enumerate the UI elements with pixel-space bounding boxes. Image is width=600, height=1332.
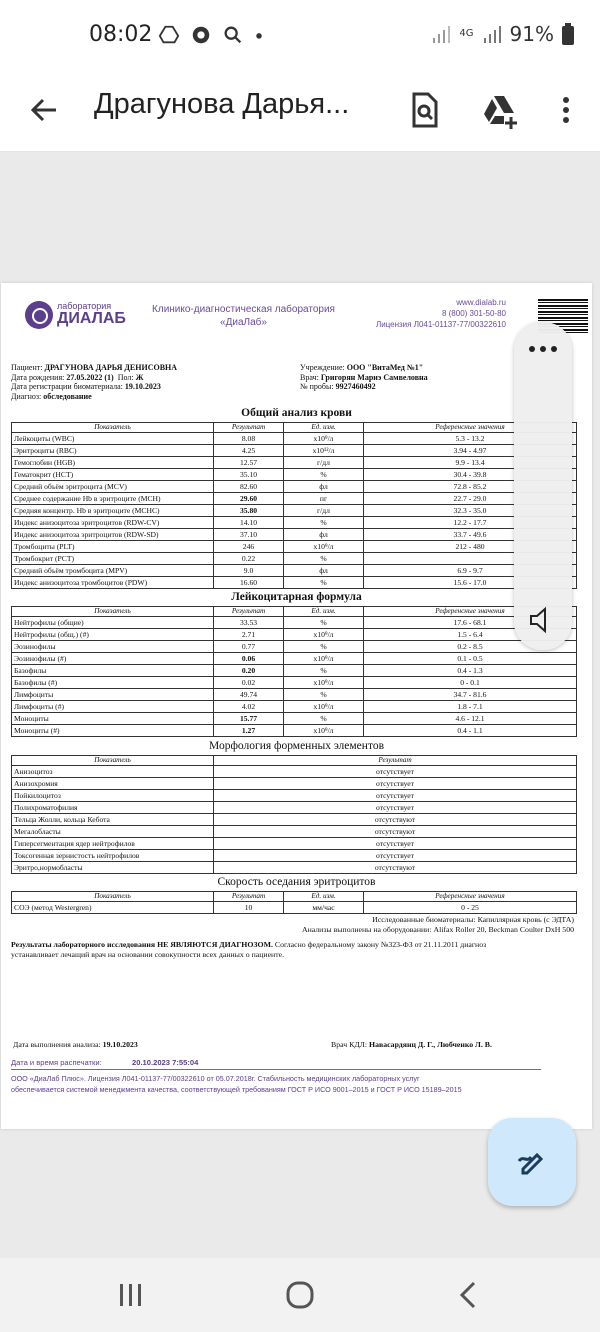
param-cell: Анизоцитоз	[12, 766, 214, 778]
result-cell: отсутствуют	[214, 862, 577, 874]
lab-name-line1: Клинико-диагностическая лаборатория	[152, 304, 335, 315]
esr-table	[11, 891, 577, 914]
param-cell: Средний объём тромбоцита (MPV)	[12, 565, 214, 577]
cbc-rows	[12, 433, 577, 589]
patient-info-left	[11, 363, 177, 401]
result-cell: 16.60	[214, 577, 284, 589]
unit-cell: x10⁹/л	[284, 701, 364, 713]
result-cell: 0.02	[214, 677, 284, 689]
table-row	[12, 850, 577, 862]
morph-rows	[12, 766, 577, 874]
param-cell: Эозинофилы	[12, 641, 214, 653]
table-row	[12, 766, 577, 778]
ref-cell: 1.5 - 6.4	[364, 629, 577, 641]
done-date	[13, 1040, 138, 1050]
unit-cell: %	[284, 517, 364, 529]
table-row	[12, 517, 577, 529]
table-row	[12, 541, 577, 553]
table-row	[12, 617, 577, 629]
table-row	[12, 826, 577, 838]
result-cell: отсутствуют	[214, 814, 577, 826]
ref-cell: 17.6 - 68.1	[364, 617, 577, 629]
table-header	[12, 756, 577, 766]
signal-icon	[431, 24, 451, 44]
result-cell: 49.74	[214, 689, 284, 701]
result-cell: 0.22	[214, 553, 284, 565]
unit-cell: пг	[284, 493, 364, 505]
param-cell: Эритроциты (RBC)	[12, 445, 214, 457]
dob-label: Дата рождения:	[11, 372, 65, 382]
param-cell: Среднее содержание Hb в эритроците (MCH)	[12, 493, 214, 505]
table-row	[12, 653, 577, 665]
table-row	[12, 790, 577, 802]
status-bar	[0, 0, 600, 72]
param-cell: Токсогенная зернистость нейтрофилов	[12, 850, 214, 862]
signal-icon-2	[482, 24, 502, 44]
param-cell: Лимфоциты (#)	[12, 701, 214, 713]
clock: 08:02	[89, 22, 153, 47]
param-cell: Базофилы	[12, 665, 214, 677]
done-label: Дата выполнения анализа:	[13, 1040, 101, 1049]
ref-cell: 32.3 - 35.0	[364, 505, 577, 517]
unit-cell: x10⁹/л	[284, 725, 364, 737]
network-type: 4G	[459, 28, 474, 39]
table-row	[12, 665, 577, 677]
result-cell: отсутствует	[214, 802, 577, 814]
ref-cell: 4.6 - 12.1	[364, 713, 577, 725]
equipment-text: Анализы выполнены на оборудовании: Alifax Roller 20, Beckman Coulter DxH 500	[301, 925, 574, 934]
param-cell: СОЭ (метод Westergren)	[12, 902, 214, 914]
col-ref: Референсные значения	[364, 607, 577, 617]
col-result: Результат	[214, 607, 284, 617]
leuko-rows	[12, 617, 577, 737]
table-row	[12, 565, 577, 577]
ref-cell: 72.8 - 85.2	[364, 481, 577, 493]
param-cell: Эритро,нормобласты	[12, 862, 214, 874]
result-cell: 0.77	[214, 641, 284, 653]
result-cell: 14.10	[214, 517, 284, 529]
ref-cell: 212 - 480	[364, 541, 577, 553]
footer-line2: обеспечивается системой менеджмента качества, соответствующей требованиям ГОСТ Р ИСО 9001–2015 и ГОСТ Р ИСО 15189–2015	[11, 1085, 462, 1094]
result-cell: 4.02	[214, 701, 284, 713]
logo-text: ДИАЛАБ	[57, 310, 126, 327]
esr-rows	[12, 902, 577, 914]
result-cell: 2.71	[214, 629, 284, 641]
param-cell: Базофилы (#)	[12, 677, 214, 689]
edit-fab[interactable]	[488, 1118, 576, 1206]
sex-value: Ж	[135, 372, 144, 382]
kdl-doctor	[331, 1040, 492, 1050]
disclaimer-line2: устанавливает лечащий врач на основании совокупности всех данных о пациенте.	[11, 950, 285, 959]
unit-cell: %	[284, 617, 364, 629]
ref-cell: 9.9 - 13.4	[364, 457, 577, 469]
table-row	[12, 493, 577, 505]
col-param: Показатель	[12, 892, 214, 902]
esr-title: Скорость оседания эритроцитов	[217, 876, 376, 888]
chrome-icon	[190, 24, 212, 46]
table-row	[12, 725, 577, 737]
col-param: Показатель	[12, 756, 214, 766]
app-bar	[0, 72, 600, 152]
unit-cell: фл	[284, 529, 364, 541]
unit-cell: %	[284, 469, 364, 481]
table-row	[12, 814, 577, 826]
table-row	[12, 838, 577, 850]
unit-cell: фл	[284, 565, 364, 577]
lab-name-line2: «ДиаЛаб»	[220, 317, 267, 328]
patient-name: ДРАГУНОВА ДАРЬЯ ДЕНИСОВНА	[44, 363, 178, 372]
param-cell: Нейтрофилы (общие)	[12, 617, 214, 629]
param-cell: Анизохромия	[12, 778, 214, 790]
col-result: Результат	[214, 756, 577, 766]
ref-cell: 12.2 - 17.7	[364, 517, 577, 529]
param-cell: Гематокрит (HCT)	[12, 469, 214, 481]
more-vert-icon[interactable]	[546, 90, 586, 130]
lab-name	[151, 303, 336, 329]
result-cell: 0.20	[214, 665, 284, 677]
leuko-title: Лейкоцитарная формула	[231, 591, 362, 603]
table-header	[12, 423, 577, 433]
ref-cell: 3.94 - 4.97	[364, 445, 577, 457]
battery-percent: 91%	[509, 22, 554, 46]
unit-cell: %	[284, 713, 364, 725]
unit-cell: г/дл	[284, 457, 364, 469]
param-cell: Гемоглобин (HGB)	[12, 457, 214, 469]
col-result: Результат	[214, 423, 284, 433]
drive-icon	[158, 24, 180, 46]
doctor-label: Врач:	[300, 372, 319, 382]
lab-phone: 8 (800) 301-50-80	[441, 309, 506, 318]
result-cell: 15.77	[214, 713, 284, 725]
doctor-value: Григорян Мариэ Самвеловна	[320, 372, 428, 382]
table-row	[12, 862, 577, 874]
table-header	[12, 607, 577, 617]
param-cell: Нейтрофилы (общ.) (#)	[12, 629, 214, 641]
biomaterial-note	[302, 915, 574, 935]
table-row	[12, 778, 577, 790]
col-unit: Ед. изм.	[284, 892, 364, 902]
result-cell: 35.10	[214, 469, 284, 481]
result-cell: отсутствует	[214, 838, 577, 850]
document-page[interactable]	[1, 283, 592, 1129]
morph-table	[11, 755, 577, 874]
table-row	[12, 902, 577, 914]
result-cell: отсутствует	[214, 790, 577, 802]
table-header	[12, 892, 577, 902]
unit-cell: x10⁹/л	[284, 433, 364, 445]
ref-cell: 33.7 - 49.6	[364, 529, 577, 541]
dob-value: 27.05.2022 (1)	[66, 372, 114, 382]
table-row	[12, 701, 577, 713]
unit-cell: x10¹²/л	[284, 445, 364, 457]
disclaimer-bold: Результаты лабораторного исследования НЕ ЯВЛЯЮТСЯ ДИАГНОЗОМ.	[11, 940, 273, 949]
param-cell: Моноциты	[12, 713, 214, 725]
unit-cell: %	[284, 641, 364, 653]
table-row	[12, 469, 577, 481]
lab-contacts	[376, 297, 506, 330]
home-icon[interactable]	[282, 1280, 318, 1310]
diag-label: Диагноз:	[11, 391, 42, 401]
ref-cell: 6.9 - 9.7	[364, 565, 577, 577]
ref-cell: 5.3 - 13.2	[364, 433, 577, 445]
unit-cell: x10⁹/л	[284, 677, 364, 689]
param-cell: Индекс анизоцитоза эритроцитов (RDW-CV)	[12, 517, 214, 529]
ref-cell: 34.7 - 81.6	[364, 689, 577, 701]
param-cell: Моноциты (#)	[12, 725, 214, 737]
unit-cell: %	[284, 577, 364, 589]
edit-pen-icon	[513, 1143, 551, 1181]
unit-cell: %	[284, 665, 364, 677]
footer-line1: ООО «ДиаЛаб Плюс». Лицензия Л041-01137-77/00322610 от 05.07.2018г. Стабильность медицинских лабораторных услуг	[11, 1074, 420, 1083]
unit-cell: x10⁹/л	[284, 629, 364, 641]
logo-mark-icon	[25, 301, 53, 329]
ref-cell: 0.4 - 1.3	[364, 665, 577, 677]
col-param: Показатель	[12, 423, 214, 433]
result-cell: 4.25	[214, 445, 284, 457]
col-result: Результат	[214, 892, 284, 902]
notification-icons	[158, 24, 264, 46]
table-row	[12, 445, 577, 457]
table-row	[12, 529, 577, 541]
biomaterial-text: Исследованные биоматериалы: Капиллярная кровь (с ЭДТА)	[372, 915, 574, 924]
table-row	[12, 457, 577, 469]
param-cell: Лимфоциты	[12, 689, 214, 701]
diag-value: обследование	[43, 391, 92, 401]
result-cell: отсутствует	[214, 766, 577, 778]
result-cell: отсутствуют	[214, 826, 577, 838]
lab-license: Лицензия Л041-01137-77/00322610	[375, 320, 506, 329]
result-cell: 0.06	[214, 653, 284, 665]
logo-caption: лаборатория	[57, 301, 112, 311]
unit-cell: %	[284, 553, 364, 565]
result-cell: 1.27	[214, 725, 284, 737]
unit-cell: x10⁹/л	[284, 541, 364, 553]
table-row	[12, 481, 577, 493]
table-row	[12, 577, 577, 589]
col-ref: Референсные значения	[364, 423, 577, 433]
sex-label: Пол:	[117, 372, 134, 382]
result-cell: 9.0	[214, 565, 284, 577]
leuko-table	[11, 606, 577, 737]
param-cell: Полихроматофилия	[12, 802, 214, 814]
morph-title: Морфология форменных элементов	[209, 740, 384, 752]
ref-cell: 0.4 - 1.1	[364, 725, 577, 737]
table-row	[12, 553, 577, 565]
table-row	[12, 629, 577, 641]
system-nav-bar	[0, 1258, 600, 1332]
patient-info-right	[300, 363, 428, 392]
dot-icon	[254, 24, 264, 46]
done-value: 19.10.2023	[102, 1040, 138, 1049]
search-icon	[222, 24, 244, 46]
sample-label: № пробы:	[300, 382, 334, 391]
disclaimer	[11, 940, 581, 960]
patient-label: Пациент:	[11, 363, 43, 372]
result-cell: 29.60	[214, 493, 284, 505]
unit-cell: г/дл	[284, 505, 364, 517]
table-row	[12, 802, 577, 814]
search-in-doc-icon[interactable]	[404, 90, 444, 130]
speaker-icon[interactable]	[528, 606, 552, 634]
result-cell: 35.80	[214, 505, 284, 517]
reg-value: 19.10.2023	[124, 382, 161, 391]
param-cell: Средний объём эритроцита (MCV)	[12, 481, 214, 493]
col-ref: Референсные значения	[364, 892, 577, 902]
param-cell: Тромбокрит (PCT)	[12, 553, 214, 565]
result-cell: 12.57	[214, 457, 284, 469]
param-cell: Индекс анизоцитоза тромбоцитов (PDW)	[12, 577, 214, 589]
param-cell: Мегалобласты	[12, 826, 214, 838]
sample-value: 9927460492	[335, 382, 376, 391]
disclaimer-text: Согласно федеральному закону №323-ФЗ от 21.11.2011 диагноз	[274, 940, 487, 949]
recents-icon[interactable]	[112, 1280, 148, 1310]
param-cell: Лейкоциты (WBC)	[12, 433, 214, 445]
param-cell: Тромбоциты (PLT)	[12, 541, 214, 553]
ref-cell: 0.1 - 0.5	[364, 653, 577, 665]
table-row	[12, 505, 577, 517]
ref-cell: 0 - 0.1	[364, 677, 577, 689]
document-title: Драгунова Дарья...	[94, 88, 350, 120]
add-to-drive-icon[interactable]	[480, 90, 520, 130]
result-cell: 8.08	[214, 433, 284, 445]
more-horiz-icon[interactable]	[527, 344, 559, 354]
kdl-value: Навасардянц Д. Г., Любченко Л. В.	[369, 1040, 492, 1049]
col-param: Показатель	[12, 607, 214, 617]
ref-cell: 1.8 - 7.1	[364, 701, 577, 713]
param-cell: Гиперсегментация ядер нейтрофилов	[12, 838, 214, 850]
result-cell: отсутствует	[214, 850, 577, 862]
ref-cell: 30.4 - 39.8	[364, 469, 577, 481]
unit-cell: мм/час	[284, 902, 364, 914]
result-cell: 82.60	[214, 481, 284, 493]
print-date-value: 20.10.2023 7:55:04	[132, 1058, 199, 1067]
table-row	[12, 713, 577, 725]
table-row	[12, 433, 577, 445]
param-cell: Средняя концентр. Hb в эритроците (MCHC)	[12, 505, 214, 517]
back-icon[interactable]	[452, 1280, 488, 1310]
floating-toolbar	[514, 322, 572, 650]
back-arrow-icon[interactable]	[26, 92, 62, 128]
lab-site: www.dialab.ru	[456, 298, 506, 307]
reg-label: Дата регистрации биоматериала:	[11, 382, 123, 391]
ref-cell: 22.7 - 29.0	[364, 493, 577, 505]
result-cell: 33.53	[214, 617, 284, 629]
col-unit: Ед. изм.	[284, 423, 364, 433]
system-icons	[431, 22, 574, 46]
cbc-title: Общий анализ крови	[241, 407, 352, 419]
unit-cell: %	[284, 689, 364, 701]
ref-cell: 0 - 25	[364, 902, 577, 914]
battery-icon	[562, 23, 574, 45]
unit-cell: x10⁹/л	[284, 653, 364, 665]
kdl-label: Врач КДЛ:	[331, 1040, 368, 1049]
result-cell: 37.10	[214, 529, 284, 541]
table-row	[12, 677, 577, 689]
footer-text	[11, 1073, 462, 1095]
result-cell: 246	[214, 541, 284, 553]
table-row	[12, 641, 577, 653]
inst-value: ООО "ВитаМед №1"	[346, 363, 424, 372]
param-cell: Эозинофилы (#)	[12, 653, 214, 665]
col-unit: Ед. изм.	[284, 607, 364, 617]
result-cell: 10	[214, 902, 284, 914]
ref-cell: 15.6 - 17.0	[364, 577, 577, 589]
footer-divider	[11, 1069, 541, 1070]
cbc-table	[11, 422, 577, 589]
result-cell: отсутствует	[214, 778, 577, 790]
print-date-label: Дата и время распечатки:	[11, 1058, 102, 1067]
param-cell: Индекс анизоцитоза эритроцитов (RDW-SD)	[12, 529, 214, 541]
param-cell: Пойкилоцитоз	[12, 790, 214, 802]
ref-cell: 0.2 - 8.5	[364, 641, 577, 653]
inst-label: Учреждение:	[300, 363, 345, 372]
table-row	[12, 689, 577, 701]
unit-cell: фл	[284, 481, 364, 493]
param-cell: Тельца Жолли, кольца Кебота	[12, 814, 214, 826]
